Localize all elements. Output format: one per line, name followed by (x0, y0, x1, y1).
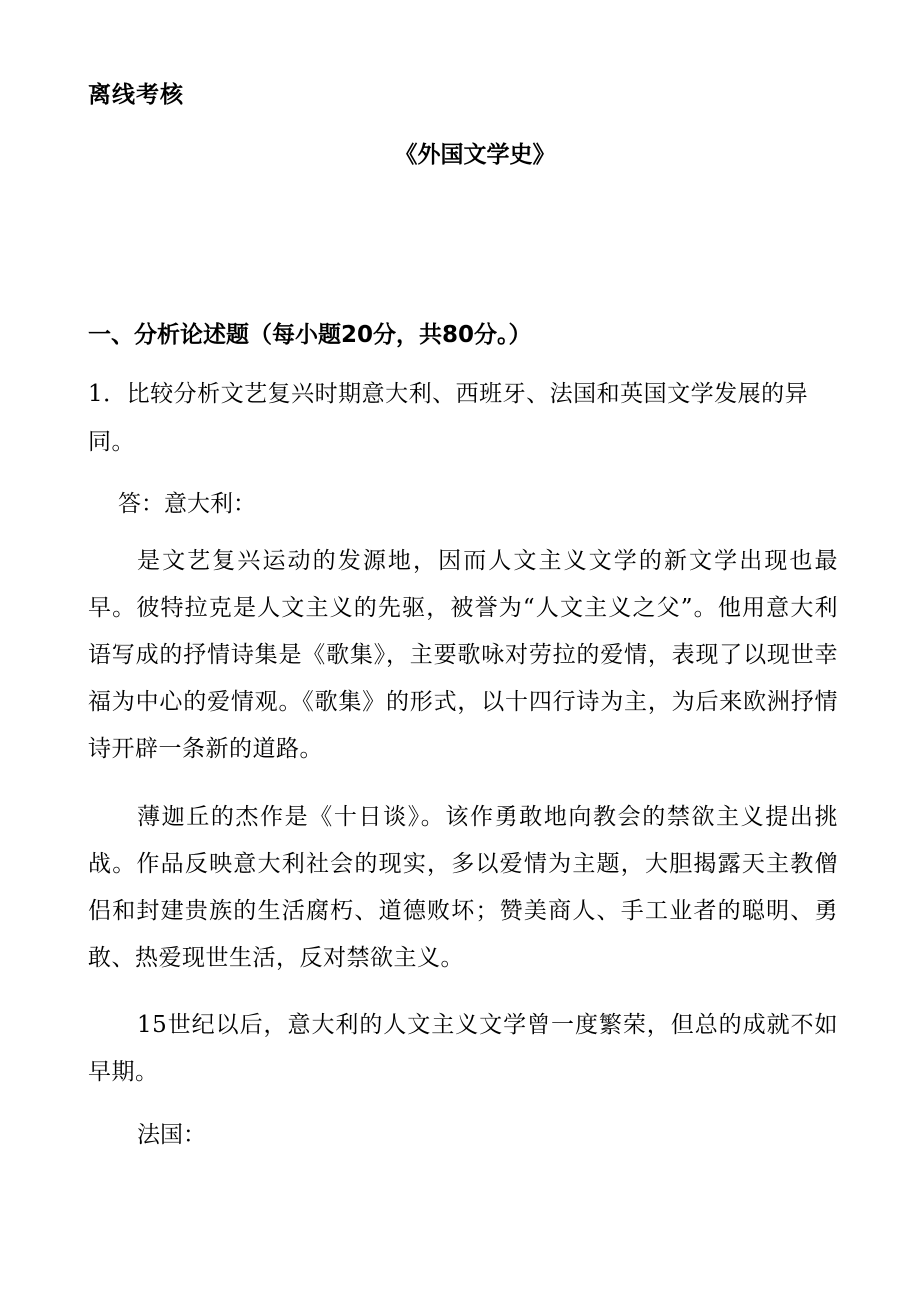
header-label: 离线考核 (88, 82, 184, 108)
answer-label: 答：意大利： (118, 491, 256, 517)
sub-label-france: 法国： (137, 1122, 206, 1148)
paragraph-italy-petrarch: 是文艺复兴运动的发源地，因而人文主义文学的新文学出现也最早。彼特拉克是人文主义的先驱，被誉为“人文主义之父”。他用意大利语写成的抒情诗集是《歌集》，主要歌咏对劳拉的爱情，表现了以现世幸福为中心的爱情观。《歌集》的形式，以十四行诗为主，为后来欧洲抒情诗开辟一条新的道路。 (88, 548, 838, 762)
question-1: 1．比较分析文艺复兴时期意大利、西班牙、法国和英国文学发展的异同。 (88, 381, 809, 455)
document-title: 《外国文学史》 (394, 142, 556, 168)
paragraph-italy-15th-century: 15世纪以后，意大利的人文主义文学曾一度繁荣，但总的成就不如早期。 (88, 1012, 838, 1085)
section-heading: 一、分析论述题（每小题20分，共80分。） (88, 322, 532, 348)
paragraph-italy-boccaccio: 薄迦丘的杰作是《十日谈》。该作勇敢地向教会的禁欲主义提出挑战。作品反映意大利社会的现实，多以爱情为主题，大胆揭露天主教僧侣和封建贵族的生活腐朽、道德败坏；赞美商人、手工业者的聪明、勇敢、热爱现世生活，反对禁欲主义。 (88, 804, 838, 971)
